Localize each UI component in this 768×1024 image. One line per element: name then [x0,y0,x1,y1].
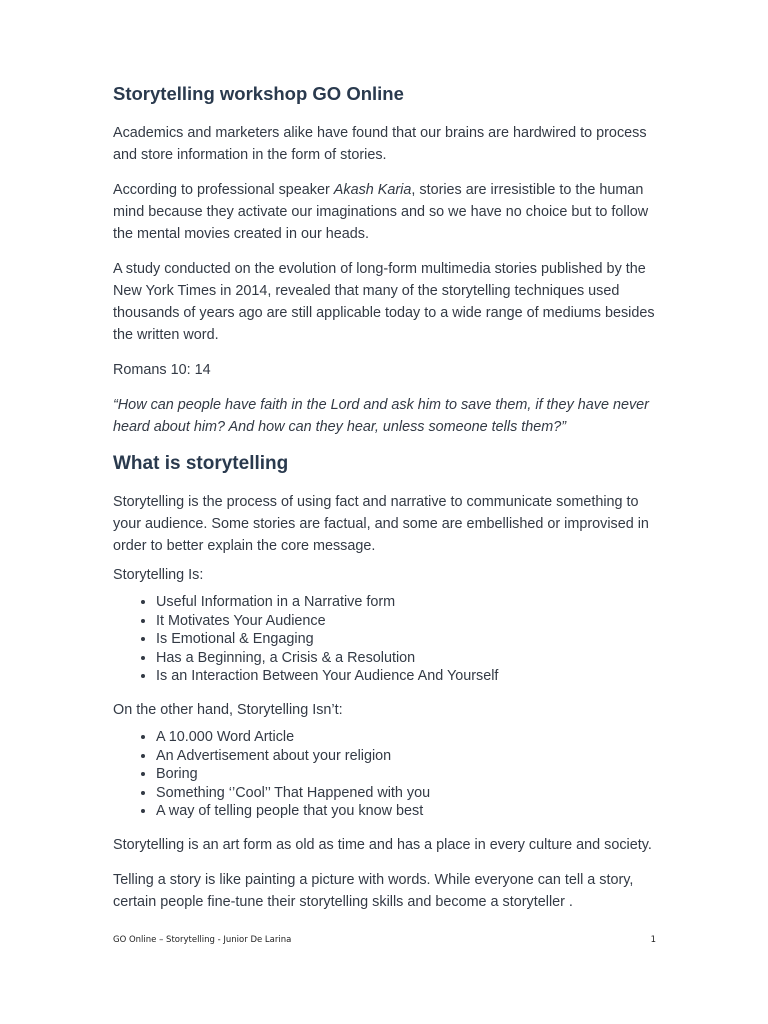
verse-quote: “How can people have faith in the Lord and ask him to save them, if they have never heard about him? And how can they hear, unless someone tells them?” [113,397,649,435]
art-form-paragraph: Storytelling is an art form as old as time and has a place in every culture and society. [113,836,652,853]
study-paragraph: A study conducted on the evolution of long-form multimedia stories published by the New York Times in 2014, revealed that many of the storytelling techniques used thousands of years ago are still applicable today to a wide range of mediums besides the written word. [113,261,655,343]
intro-paragraph: Academics and marketers alike have found that our brains are hardwired to process and store information in the form of stories. [113,125,647,163]
is-list-label: Storytelling Is: [113,567,204,583]
list-item: • Has a Beginning, a Crisis & a Resolution [156,649,658,668]
document-page [113,80,658,926]
list-item: • Is an Interaction Between Your Audience And Yourself [156,667,658,686]
speaker-text-after: , stories are irresistible to the human mind because they activate our imaginations and so we have no choice but to follow the mental movies created in our heads. [113,182,649,242]
list-item: • Boring [156,765,658,784]
list-item: • Something ‘’Cool’’ That Happened with you [156,784,658,803]
document-title: Storytelling workshop GO Online [113,83,404,104]
verse-reference: Romans 10: 14 [113,362,211,378]
isnt-list [113,728,658,821]
page-number: 1 [650,935,656,945]
definition-paragraph: Storytelling is the process of using fact and narrative to communicate something to your audience. Some stories are factual, and some are embellished or improvised in order to better explain the core message. [113,494,649,554]
list-item: • Is Emotional & Engaging [156,630,658,649]
is-list [113,593,658,686]
list-item: • A 10.000 Word Article [156,728,658,747]
speaker-name: Akash Karia [333,182,412,198]
section-heading: What is storytelling [113,453,289,474]
list-item: • An Advertisement about your religion [156,747,658,766]
speaker-text-before: According to professional speaker [113,182,334,198]
list-item: • A way of telling people that you know best [156,802,658,821]
speaker-paragraph [113,179,658,245]
footer-text: GO Online – Storytelling - Junior De Larina [113,935,292,945]
painting-paragraph: Telling a story is like painting a picture with words. While everyone can tell a story, certain people fine-tune their storytelling skills and become a storyteller . [113,871,634,910]
isnt-list-label: On the other hand, Storytelling Isn’t: [113,701,343,718]
list-item: • It Motivates Your Audience [156,612,658,631]
page-footer [113,935,656,945]
list-item: • Useful Information in a Narrative form [156,593,658,612]
